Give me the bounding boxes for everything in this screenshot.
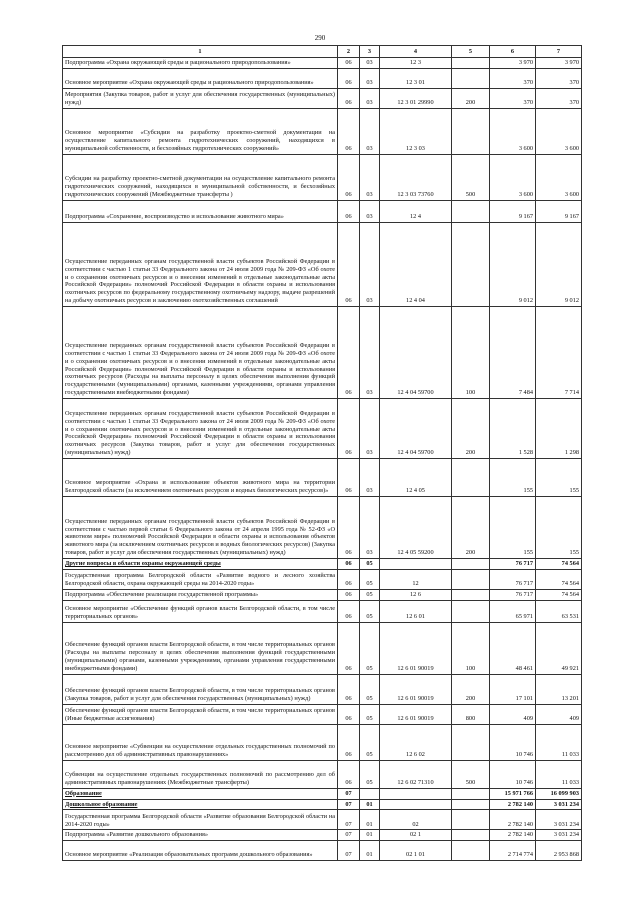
- row-amount-year2: 2 953 868: [536, 841, 582, 861]
- row-description: Основное мероприятие «Субсидии на разработку проектно-сметной документации на осуществление капитального ремонта гидротехнических сооружений, находящихся в муниципальной собственности, и бесхозяйных гидротехнических сооружений»: [63, 109, 338, 155]
- column-header: 3: [360, 46, 380, 58]
- row-description: Осуществление переданных органам государственной власти субъектов Российской Федерации в соответствии с частью 1 статьи 33 Федерального закона от 24 июля 2009 года № 209-ФЗ «Об охоте и о сохранении охотничьих ресурсов и о внесении изменений в отдельные законодательные акты Российской Федерации» полномочий Российской Федерации в области охраны и использования охотничьих ресурсов по федеральному государственному охотничьему надзору, выдаче разрешений на добычу охотничьих ресурсов и заключению охотхозяйственных соглашений: [63, 223, 338, 307]
- row-description: Осуществление переданных органам государственной власти субъектов Российской Федерации в соответствии с частью 1 статьи 33 Федерального закона от 24 июля 2009 года № 209-ФЗ «Об охоте и о сохранении охотничьих ресурсов и о внесении изменений в отдельные законодательные акты Российской Федерации» полномочий Российской Федерации в области охраны и использования охотничьих ресурсов (Расходы на выплаты персоналу в целях обеспечения выполнения функций государственными (муниципальными) органами, казенными учреждениями, органами управления государственными внебюджетными фондами): [63, 307, 338, 399]
- row-description: Мероприятия (Закупка товаров, работ и услуг для обеспечения государственных (муниципальных) нужд): [63, 89, 338, 109]
- row-target-article: 02 1 01: [380, 841, 452, 861]
- row-description: Государственная программа Белгородской области «Развитие водного и лесного хозяйства Белгородской области, охрана окружающей среды на 2014-2020 годы»: [63, 569, 338, 589]
- row-amount-year1: 409: [490, 704, 536, 724]
- row-section-code: 06: [338, 69, 360, 89]
- table-row: [63, 589, 582, 600]
- table-row: [63, 559, 582, 570]
- row-section-code: 06: [338, 89, 360, 109]
- row-amount-year2: 3 600: [536, 109, 582, 155]
- row-amount-year1: 155: [490, 459, 536, 497]
- row-target-article: 12 4 04 59700: [380, 399, 452, 459]
- row-amount-year1: 1 528: [490, 399, 536, 459]
- row-amount-year1: 10 746: [490, 724, 536, 760]
- row-expense-type: [452, 223, 490, 307]
- table-row: [63, 459, 582, 497]
- row-expense-type: [452, 788, 490, 799]
- row-description: Основное мероприятие «Реализация образовательных программ дошкольного образования»: [63, 841, 338, 861]
- row-subsection-code: 01: [360, 830, 380, 841]
- row-target-article: 12 4 05: [380, 459, 452, 497]
- row-expense-type: [452, 559, 490, 570]
- row-expense-type: 200: [452, 674, 490, 704]
- row-section-code: 06: [338, 223, 360, 307]
- row-amount-year1: 2 782 140: [490, 810, 536, 830]
- row-amount-year2: 3 031 234: [536, 830, 582, 841]
- row-section-code: 06: [338, 622, 360, 674]
- row-target-article: 12 6 02: [380, 724, 452, 760]
- row-amount-year1: 155: [490, 497, 536, 559]
- row-subsection-code: 03: [360, 201, 380, 223]
- row-section-code: 06: [338, 559, 360, 570]
- row-subsection-code: 03: [360, 399, 380, 459]
- row-description: Другие вопросы в области охраны окружающей среды: [63, 559, 338, 570]
- table-row: [63, 307, 582, 399]
- row-section-code: 06: [338, 399, 360, 459]
- row-subsection-code: 03: [360, 109, 380, 155]
- row-amount-year2: 1 298: [536, 399, 582, 459]
- table-row: [63, 223, 582, 307]
- table-row: [63, 810, 582, 830]
- row-expense-type: 200: [452, 89, 490, 109]
- table-row: [63, 760, 582, 788]
- row-amount-year2: 63 531: [536, 600, 582, 622]
- table-row: [63, 569, 582, 589]
- row-expense-type: 200: [452, 399, 490, 459]
- row-section-code: 07: [338, 788, 360, 799]
- row-amount-year2: 370: [536, 69, 582, 89]
- row-description: Основное мероприятие «Охрана и использование объектов животного мира на территории Белгородской области (за исключением охотничьих ресурсов и водных биологических ресурсов)»: [63, 459, 338, 497]
- row-description: Основное мероприятие «Охрана окружающей среды и рационального природопользования»: [63, 69, 338, 89]
- row-amount-year2: 9 167: [536, 201, 582, 223]
- row-amount-year1: 76 717: [490, 569, 536, 589]
- row-expense-type: [452, 724, 490, 760]
- row-section-code: 06: [338, 589, 360, 600]
- row-description: Обеспечение функций органов власти Белгородской области, в том числе территориальных органов (Закупка товаров, работ и услуг для обеспечения государственных (муниципальных) нужд): [63, 674, 338, 704]
- table-row: [63, 89, 582, 109]
- row-subsection-code: 03: [360, 459, 380, 497]
- row-description: Образование: [63, 788, 338, 799]
- row-subsection-code: 05: [360, 559, 380, 570]
- row-expense-type: [452, 810, 490, 830]
- row-amount-year1: 3 600: [490, 109, 536, 155]
- row-section-code: 06: [338, 307, 360, 399]
- row-section-code: 06: [338, 674, 360, 704]
- row-subsection-code: 05: [360, 600, 380, 622]
- row-section-code: 06: [338, 459, 360, 497]
- table-row: [63, 497, 582, 559]
- row-subsection-code: 03: [360, 155, 380, 201]
- row-expense-type: [452, 69, 490, 89]
- table-row: [63, 799, 582, 810]
- row-expense-type: 800: [452, 704, 490, 724]
- row-amount-year1: 10 746: [490, 760, 536, 788]
- table-row: [63, 724, 582, 760]
- row-description: Обеспечение функций органов власти Белгородской области, в том числе территориальных органов (Иные бюджетные ассигнования): [63, 704, 338, 724]
- row-expense-type: [452, 589, 490, 600]
- row-amount-year2: 3 031 234: [536, 799, 582, 810]
- row-expense-type: [452, 600, 490, 622]
- row-expense-type: 100: [452, 307, 490, 399]
- row-section-code: 06: [338, 109, 360, 155]
- row-expense-type: [452, 799, 490, 810]
- row-expense-type: 200: [452, 497, 490, 559]
- row-section-code: 06: [338, 58, 360, 69]
- row-subsection-code: 05: [360, 760, 380, 788]
- row-section-code: 06: [338, 155, 360, 201]
- column-header: 5: [452, 46, 490, 58]
- row-target-article: 02: [380, 810, 452, 830]
- row-description: Подпрограмма «Сохранение, воспроизводство и использование животного мира»: [63, 201, 338, 223]
- row-amount-year2: 7 714: [536, 307, 582, 399]
- row-expense-type: [452, 459, 490, 497]
- row-section-code: 06: [338, 569, 360, 589]
- row-target-article: 12 4: [380, 201, 452, 223]
- row-target-article: 12 4 04 59700: [380, 307, 452, 399]
- row-subsection-code: 03: [360, 89, 380, 109]
- row-section-code: 06: [338, 760, 360, 788]
- table-row: [63, 109, 582, 155]
- row-target-article: 12 4 04: [380, 223, 452, 307]
- row-amount-year1: 2 782 140: [490, 830, 536, 841]
- row-subsection-code: 05: [360, 724, 380, 760]
- row-amount-year1: 7 484: [490, 307, 536, 399]
- row-target-article: 12 3 01 29990: [380, 89, 452, 109]
- row-subsection-code: 03: [360, 58, 380, 69]
- row-target-article: 12 6 01 90019: [380, 622, 452, 674]
- column-number-row: [63, 46, 582, 58]
- row-subsection-code: 03: [360, 223, 380, 307]
- row-section-code: 07: [338, 841, 360, 861]
- row-description: Государственная программа Белгородской области «Развитие образования Белгородской области на 2014-2020 годы»: [63, 810, 338, 830]
- table-row: [63, 788, 582, 799]
- row-target-article: [380, 799, 452, 810]
- row-amount-year1: 370: [490, 69, 536, 89]
- row-section-code: 07: [338, 810, 360, 830]
- row-target-article: 12 6 01: [380, 600, 452, 622]
- row-subsection-code: 05: [360, 589, 380, 600]
- row-amount-year1: 65 971: [490, 600, 536, 622]
- row-target-article: 12 6 01 90019: [380, 674, 452, 704]
- column-header: 4: [380, 46, 452, 58]
- row-amount-year1: 370: [490, 89, 536, 109]
- row-description: Дошкольное образование: [63, 799, 338, 810]
- row-subsection-code: 01: [360, 841, 380, 861]
- row-subsection-code: 05: [360, 569, 380, 589]
- row-expense-type: 100: [452, 622, 490, 674]
- row-subsection-code: 03: [360, 307, 380, 399]
- row-subsection-code: 05: [360, 704, 380, 724]
- row-description: Подпрограмма «Охрана окружающей среды и рационального природопользования»: [63, 58, 338, 69]
- table-row: [63, 622, 582, 674]
- row-target-article: 02 1: [380, 830, 452, 841]
- row-amount-year2: 3 031 234: [536, 810, 582, 830]
- row-amount-year1: 9 012: [490, 223, 536, 307]
- column-header: 1: [63, 46, 338, 58]
- row-description: Обеспечение функций органов власти Белгородской области, в том числе территориальных органов (Расходы на выплаты персоналу в целях обеспечения выполнения функций государственными (муниципальными) органами, казенными учреждениями, органами управления государственными внебюджетными фондами): [63, 622, 338, 674]
- row-expense-type: [452, 58, 490, 69]
- table-row: [63, 600, 582, 622]
- row-section-code: 06: [338, 724, 360, 760]
- row-subsection-code: 03: [360, 497, 380, 559]
- column-header: 7: [536, 46, 582, 58]
- row-target-article: 12 6 02 71310: [380, 760, 452, 788]
- row-target-article: 12 6 01 90019: [380, 704, 452, 724]
- row-amount-year2: 13 201: [536, 674, 582, 704]
- row-amount-year2: 3 600: [536, 155, 582, 201]
- row-description: Подпрограмма «Обеспечение реализации государственной программы»: [63, 589, 338, 600]
- row-section-code: 07: [338, 830, 360, 841]
- table-row: [63, 58, 582, 69]
- row-subsection-code: 01: [360, 799, 380, 810]
- row-amount-year2: 155: [536, 497, 582, 559]
- table-row: [63, 201, 582, 223]
- row-target-article: [380, 788, 452, 799]
- table-row: [63, 704, 582, 724]
- row-amount-year1: 2 782 140: [490, 799, 536, 810]
- row-expense-type: [452, 201, 490, 223]
- column-header: 2: [338, 46, 360, 58]
- table-row: [63, 399, 582, 459]
- row-description: Осуществление переданных органам государственной власти субъектов Российской Федерации в соответствии с частью первой статьи 6 Федерального закона от 24 апреля 1995 года № 52-ФЗ «О животном мире» полномочий Российской Федерации в области охраны и использования объектов животного мира (за исключением охотничьих ресурсов и водных биологических ресурсов) (Закупка товаров, работ и услуг для обеспечения государственных (муниципальных) нужд): [63, 497, 338, 559]
- budget-table: [62, 45, 582, 861]
- row-subsection-code: 05: [360, 622, 380, 674]
- row-amount-year2: 74 564: [536, 559, 582, 570]
- row-amount-year2: 409: [536, 704, 582, 724]
- row-target-article: 12 3 01: [380, 69, 452, 89]
- row-target-article: 12 3: [380, 58, 452, 69]
- row-section-code: 06: [338, 704, 360, 724]
- row-description: Основное мероприятие «Обеспечение функций органов власти Белгородской области, в том числе территориальных органов»: [63, 600, 338, 622]
- row-target-article: 12: [380, 569, 452, 589]
- row-amount-year1: 15 971 766: [490, 788, 536, 799]
- row-description: Субвенции на осуществление отдельных государственных полномочий по рассмотрению дел об административных правонарушениях (Межбюджетные трансферты): [63, 760, 338, 788]
- row-amount-year2: 74 564: [536, 569, 582, 589]
- row-amount-year2: 9 012: [536, 223, 582, 307]
- row-amount-year2: 49 921: [536, 622, 582, 674]
- row-expense-type: 500: [452, 760, 490, 788]
- row-subsection-code: 03: [360, 69, 380, 89]
- row-expense-type: [452, 109, 490, 155]
- row-description: Основное мероприятие «Субвенции на осуществление отдельных государственных полномочий по рассмотрению дел об административных правонарушениях»: [63, 724, 338, 760]
- row-target-article: 12 6: [380, 589, 452, 600]
- table-row: [63, 674, 582, 704]
- column-header: 6: [490, 46, 536, 58]
- row-expense-type: [452, 569, 490, 589]
- row-section-code: 06: [338, 201, 360, 223]
- row-description: Осуществление переданных органам государственной власти субъектов Российской Федерации в соответствии с частью 1 статьи 33 Федерального закона от 24 июля 2009 года № 209-ФЗ «Об охоте и о сохранении охотничьих ресурсов и о внесении изменений в отдельные законодательные акты Российской Федерации» полномочий Российской Федерации в области охраны и использования охотничьих ресурсов (Закупка товаров, работ и услуг для обеспечения государственных (муниципальных) нужд): [63, 399, 338, 459]
- row-subsection-code: [360, 788, 380, 799]
- table-row: [63, 69, 582, 89]
- row-section-code: 06: [338, 497, 360, 559]
- row-section-code: 07: [338, 799, 360, 810]
- row-amount-year1: 2 714 774: [490, 841, 536, 861]
- row-subsection-code: 05: [360, 674, 380, 704]
- row-amount-year2: 3 970: [536, 58, 582, 69]
- row-section-code: 06: [338, 600, 360, 622]
- table-row: [63, 841, 582, 861]
- row-amount-year2: 155: [536, 459, 582, 497]
- row-amount-year1: 3 600: [490, 155, 536, 201]
- row-amount-year1: 48 461: [490, 622, 536, 674]
- row-description: Подпрограмма «Развитие дошкольного образования»: [63, 830, 338, 841]
- row-expense-type: 500: [452, 155, 490, 201]
- row-expense-type: [452, 841, 490, 861]
- row-amount-year1: 3 970: [490, 58, 536, 69]
- row-amount-year2: 370: [536, 89, 582, 109]
- table-row: [63, 830, 582, 841]
- row-amount-year2: 16 099 903: [536, 788, 582, 799]
- row-amount-year2: 74 564: [536, 589, 582, 600]
- table-row: [63, 155, 582, 201]
- row-amount-year2: 11 033: [536, 760, 582, 788]
- row-amount-year1: 76 717: [490, 589, 536, 600]
- row-amount-year1: 17 101: [490, 674, 536, 704]
- row-subsection-code: 01: [360, 810, 380, 830]
- row-target-article: 12 4 05 59200: [380, 497, 452, 559]
- row-target-article: 12 3 03: [380, 109, 452, 155]
- row-description: Субсидии на разработку проектно-сметной документации на осуществление капитального ремонта гидротехнических сооружений, находящихся в муниципальной собственности, и бесхозяйных гидротехнических сооружений (Межбюджетные трансферты ): [63, 155, 338, 201]
- row-amount-year1: 9 167: [490, 201, 536, 223]
- row-expense-type: [452, 830, 490, 841]
- row-amount-year1: 76 717: [490, 559, 536, 570]
- row-amount-year2: 11 033: [536, 724, 582, 760]
- row-target-article: [380, 559, 452, 570]
- page-number: 290: [314, 34, 326, 42]
- row-target-article: 12 3 03 73760: [380, 155, 452, 201]
